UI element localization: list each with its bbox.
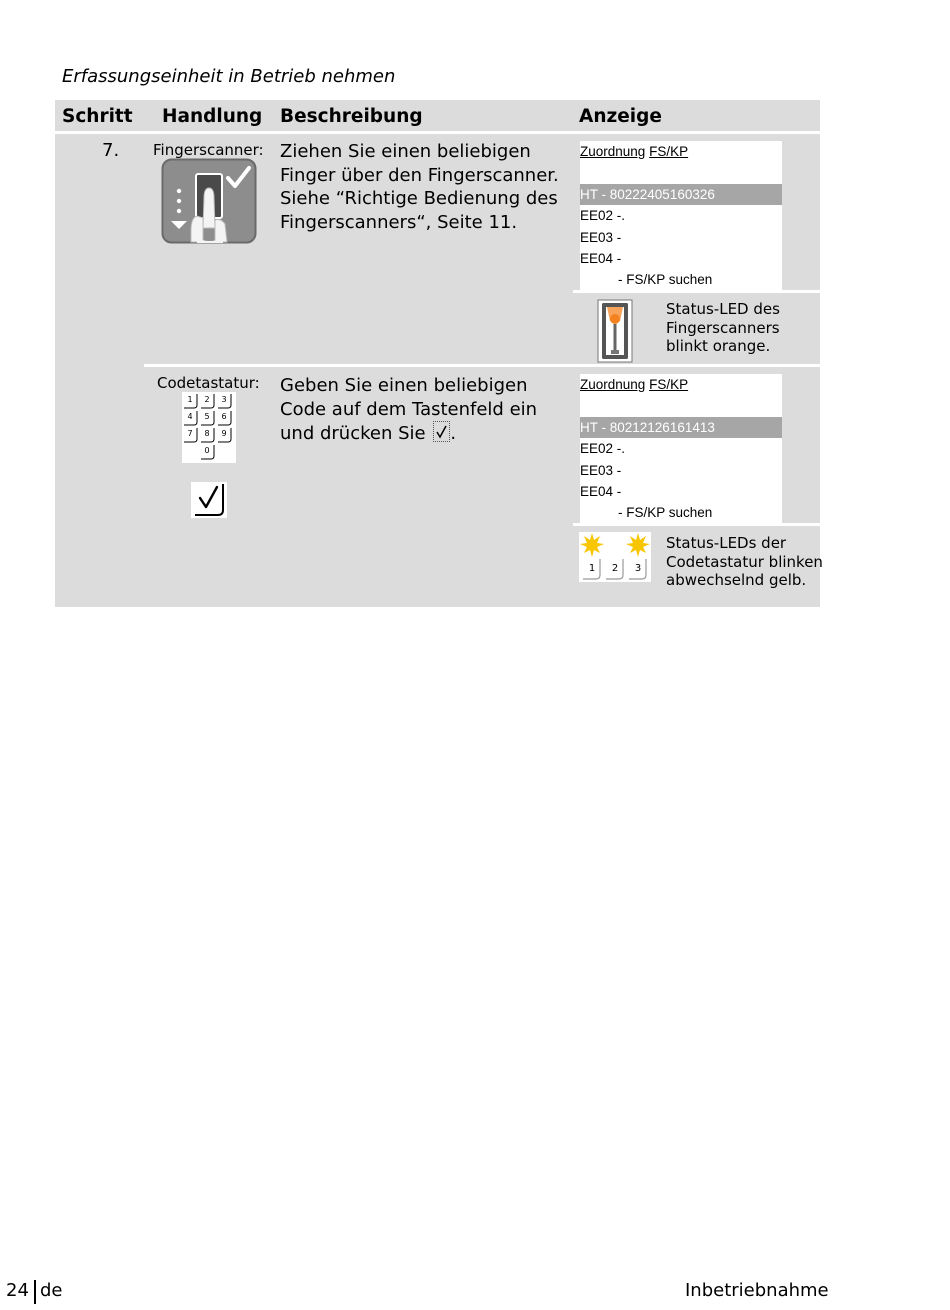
display-divider bbox=[573, 290, 820, 293]
keypad-icon bbox=[182, 392, 236, 463]
header-handlung: Handlung bbox=[162, 106, 263, 127]
display-selected-line: HT - 80212126161413 bbox=[580, 417, 782, 438]
keypad-key-label: 5 bbox=[204, 412, 210, 421]
procedure-table bbox=[55, 100, 823, 607]
led-key-label: 1 bbox=[588, 563, 596, 574]
display-fingerscanner bbox=[580, 141, 782, 291]
display-title-prefix: Zuordnung bbox=[580, 377, 646, 392]
keypad-key-label: 7 bbox=[187, 429, 193, 438]
display-line: EE03 - bbox=[580, 230, 622, 245]
step-number: 7. bbox=[102, 140, 120, 161]
display-line: EE04 - bbox=[580, 484, 622, 499]
display-divider bbox=[573, 523, 820, 526]
fingerscanner-swipe-icon bbox=[161, 158, 257, 244]
display-title-suffix: FS/KP bbox=[649, 377, 689, 392]
footer-language: de bbox=[40, 1280, 63, 1301]
section-title: Erfassungseinheit in Betrieb nehmen bbox=[62, 66, 396, 87]
display-title bbox=[580, 141, 688, 162]
display-title bbox=[580, 374, 688, 395]
display-line: EE04 - bbox=[580, 251, 622, 266]
codetastatur-description-text: Geben Sie einen beliebigen Code auf dem Tastenfeld ein und drücken Sie bbox=[280, 375, 538, 444]
header-divider bbox=[55, 131, 820, 134]
keypad-key-label: 0 bbox=[204, 446, 210, 455]
header-beschreibung: Beschreibung bbox=[280, 106, 423, 127]
display-codetastatur bbox=[580, 374, 782, 524]
header-anzeige: Anzeige bbox=[579, 106, 662, 127]
display-line: EE03 - bbox=[580, 463, 622, 478]
codetastatur-description-end: . bbox=[450, 423, 457, 444]
display-selected-line: HT - 80222405160326 bbox=[580, 184, 782, 205]
row-divider bbox=[144, 364, 820, 367]
codetastatur-label: Codetastatur: bbox=[157, 374, 260, 392]
display-title-suffix: FS/KP bbox=[649, 144, 689, 159]
header-schritt: Schritt bbox=[62, 106, 133, 127]
page-number: 24 bbox=[6, 1280, 29, 1301]
display-line: EE02 -. bbox=[580, 441, 626, 456]
enter-check-key-icon bbox=[191, 482, 227, 518]
keypad-key-label: 6 bbox=[221, 412, 227, 421]
fingerscanner-description: Ziehen Sie einen beliebigen Finger über den Fingerscanner. Siehe “Richtige Bedienung des Fingerscanners“, Seite 11. bbox=[280, 141, 559, 233]
footer-chapter: Inbetriebnahme bbox=[685, 1280, 829, 1301]
keypad-key-label: 4 bbox=[187, 412, 193, 421]
keypad-key-label: 9 bbox=[221, 429, 227, 438]
fingerscanner-led-icon bbox=[597, 299, 633, 363]
check-key-inline-icon bbox=[433, 421, 450, 442]
keypad-key-label: 2 bbox=[204, 395, 210, 404]
codetastatur-status-text: Status-LEDs der Codetastatur blinken abwechselnd gelb. bbox=[666, 534, 823, 589]
led-key-label: 3 bbox=[634, 563, 642, 574]
fingerscanner-label: Fingerscanner: bbox=[153, 141, 264, 159]
led-key-label: 2 bbox=[611, 563, 619, 574]
keypad-key-label: 1 bbox=[187, 395, 193, 404]
keypad-key-label: 3 bbox=[221, 395, 227, 404]
keypad-key-label: 8 bbox=[204, 429, 210, 438]
codetastatur-description bbox=[280, 374, 570, 446]
display-search-line: - FS/KP suchen bbox=[618, 272, 713, 287]
footer-separator bbox=[34, 1280, 36, 1304]
display-line: EE02 -. bbox=[580, 208, 626, 223]
keypad-led-icon bbox=[579, 532, 651, 582]
fingerscanner-status-text: Status-LED des Fingerscanners blinkt orange. bbox=[666, 300, 780, 355]
display-search-line: - FS/KP suchen bbox=[618, 505, 713, 520]
display-title-prefix: Zuordnung bbox=[580, 144, 646, 159]
